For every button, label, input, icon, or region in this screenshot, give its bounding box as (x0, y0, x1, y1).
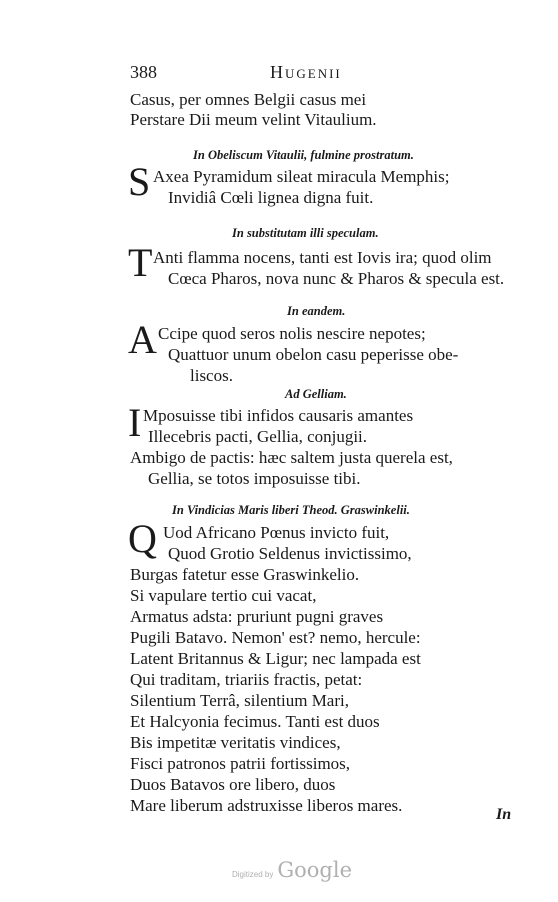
verse-line: Fisci patronos patrii fortissimos, (130, 754, 351, 773)
verse-line: Et Halcyonia fecimus. Tanti est duos (130, 712, 380, 731)
verse-line: Silentium Terrâ, silentium Mari, (130, 691, 349, 710)
verse-line: Armatus adsta: pruriunt pugni graves (130, 607, 384, 626)
digitized-watermark (232, 858, 352, 882)
watermark-small-text: Digitized by (232, 870, 274, 879)
poem-title: Ad Gelliam. (285, 387, 347, 401)
verse-line: Mare liberum adstruxisse liberos mares. (130, 796, 403, 815)
poem-title: In eandem. (287, 304, 346, 318)
page-number: 388 (130, 62, 157, 82)
verse-line: Uod Africano Pœnus invicto fuit, (163, 523, 390, 542)
verse-line: Perstare Dii meum velint Vitaulium. (130, 110, 377, 129)
drop-cap: Q (128, 516, 157, 561)
verse-line: Duos Batavos ore libero, duos (130, 775, 336, 794)
verse-line: Axea Pyramidum sileat miracula Memphis; (153, 167, 450, 186)
drop-cap: I (128, 400, 142, 445)
verse-line: Invidiâ Cœli lignea digna fuit. (168, 188, 374, 207)
verse-line: Bis impetitæ veritatis vindices, (130, 733, 341, 752)
verse-line: Gellia, se totos imposuisse tibi. (148, 469, 361, 488)
catchword: In (496, 806, 512, 823)
verse-line: Pugili Batavo. Nemon' est? nemo, hercule: (130, 628, 421, 647)
verse-line: Burgas fatetur esse Graswinkelio. (130, 565, 360, 584)
verse-line: Cœca Pharos, nova nunc & Pharos & specula est. (168, 269, 505, 288)
verse-line: Qui traditam, triariis fractis, petat: (130, 670, 363, 689)
running-title: Hugenii (270, 62, 342, 82)
drop-cap: S (128, 159, 151, 204)
verse-line: Latent Britannus & Ligur; nec lampada est (130, 649, 421, 668)
drop-cap: T (128, 240, 153, 285)
poem-title: In Obeliscum Vitaulii, fulmine prostratum. (193, 148, 414, 162)
running-header (130, 62, 430, 86)
verse-line: Casus, per omnes Belgii casus mei (130, 90, 367, 109)
verse-line: Quod Grotio Seldenus invictissimo, (168, 544, 412, 563)
drop-cap: A (128, 317, 157, 362)
verse-line: Illecebris pacti, Gellia, conjugii. (148, 427, 368, 446)
verse-line: Quattuor unum obelon casu peperisse obe- (168, 345, 459, 364)
verse-line: liscos. (190, 366, 233, 385)
verse-line: Si vapulare tertio cui vacat, (130, 586, 317, 605)
verse-line: Mposuisse tibi infidos causaris amantes (143, 406, 414, 425)
verse-line: Anti flamma nocens, tanti est Iovis ira; quod olim (153, 248, 492, 267)
watermark-logo-text: Google (277, 858, 353, 882)
verse-line: Ccipe quod seros nolis nescire nepotes; (158, 324, 426, 343)
poem-title: In Vindicias Maris liberi Theod. Graswinkelii. (172, 503, 410, 517)
poem-title: In substitutam illi speculam. (232, 226, 379, 240)
verse-line: Ambigo de pactis: hæc saltem justa querela est, (130, 448, 453, 467)
